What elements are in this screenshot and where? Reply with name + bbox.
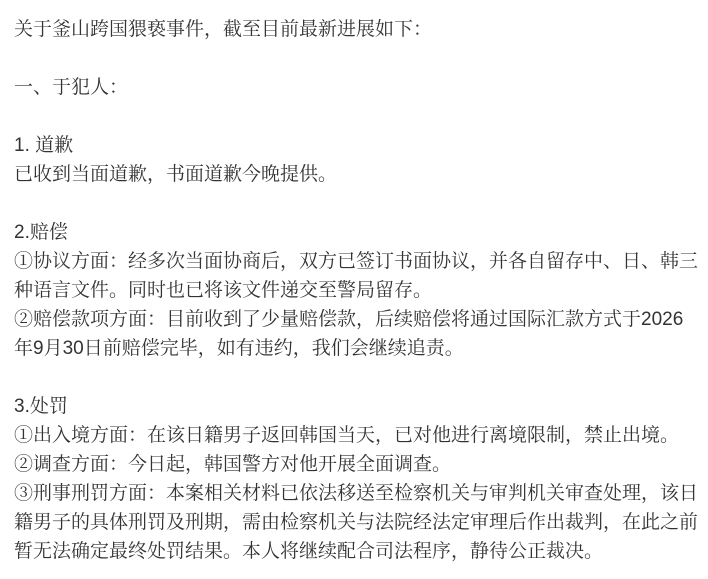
text-line: ①协议方面：经多次当面协商后，双方已签订书面协议，并各自留存中、日、韩三	[14, 251, 699, 272]
paragraph-item-3-punishment	[14, 392, 699, 566]
paragraph-item-2-compensation	[14, 218, 699, 363]
text-line: 已收到当面道歉，书面道歉今晚提供。	[14, 164, 338, 185]
text-line: 年9月30日前赔偿完毕，如有违约，我们会继续追责。	[14, 338, 464, 359]
text-line: 暂无法确定最终处罚结果。本人将继续配合司法程序，静待公正裁决。	[14, 541, 604, 562]
text-line: 种语言文件。同时也已将该文件递交至警局留存。	[14, 280, 433, 301]
text-line: 2.赔偿	[14, 222, 68, 243]
text-line: 关于釜山跨国猥亵事件，截至目前最新进展如下：	[14, 19, 433, 40]
text-line: 3.处罚	[14, 396, 68, 417]
text-line: 1. 道歉	[14, 135, 74, 156]
text-line: 籍男子的具体刑罚及刑期，需由检察机关与法院经法定审理后作出裁判，在此之前	[14, 512, 699, 533]
paragraph-item-1-apology	[14, 131, 694, 189]
text-line: ③刑事刑罚方面：本案相关材料已依法移送至检察机关与审判机关审查处理，该日	[14, 483, 699, 504]
text-line: 一、于犯人：	[14, 77, 129, 98]
paragraph-section-heading	[14, 73, 694, 102]
paragraph-intro	[14, 15, 694, 44]
text-line: ②调查方面：今日起，韩国警方对他开展全面调查。	[14, 454, 452, 475]
text-line: ①出入境方面：在该日籍男子返回韩国当天，已对他进行离境限制，禁止出境。	[14, 425, 680, 446]
text-line: ②赔偿款项方面：目前收到了少量赔偿款，后续赔偿将通过国际汇款方式于2026	[14, 309, 684, 330]
